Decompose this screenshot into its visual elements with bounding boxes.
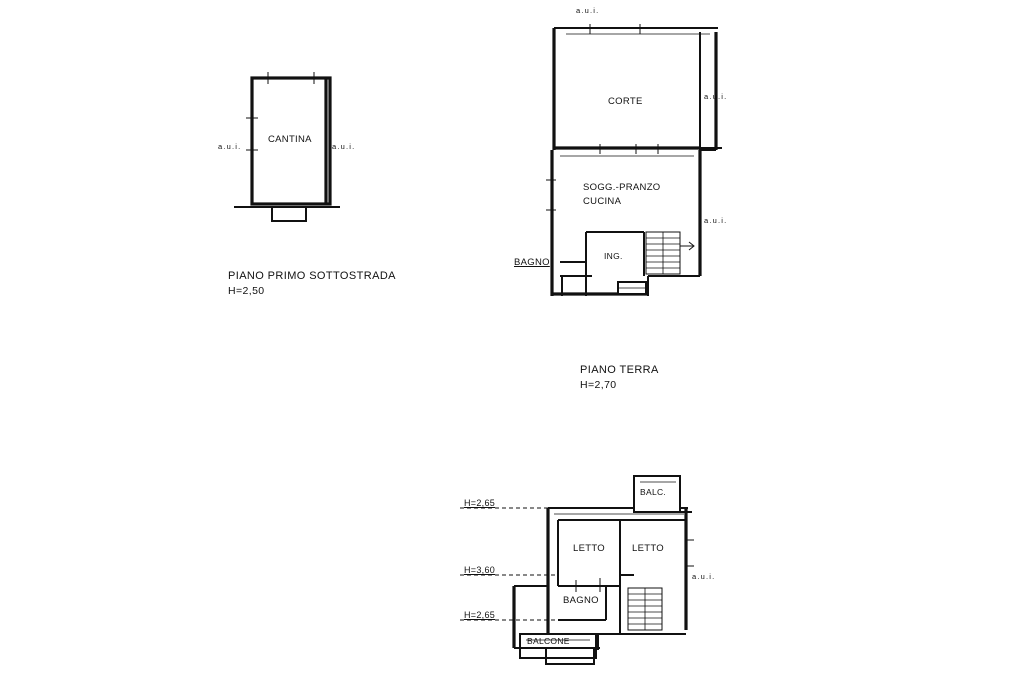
room-label-letto-2: LETTO bbox=[632, 543, 664, 554]
height-marker-2: H=3,60 bbox=[464, 565, 496, 575]
annotation-aui-ground-right-upper: a.u.i. bbox=[704, 92, 728, 101]
caption-text-basement: PIANO PRIMO SOTTOSTRADA bbox=[228, 270, 396, 282]
caption-text-ground: PIANO TERRA bbox=[580, 364, 659, 376]
annotation-aui-ground-top: a.u.i. bbox=[576, 6, 600, 15]
room-label-cucina: CUCINA bbox=[583, 196, 622, 207]
room-label-balcone: BALCONE bbox=[527, 636, 570, 646]
room-label-bagno-ground: BAGNO bbox=[514, 257, 550, 268]
caption-height-ground: H=2,70 bbox=[580, 379, 617, 391]
annotation-aui-cantina-right: a.u.i. bbox=[332, 142, 356, 151]
height-marker-1: H=2,65 bbox=[464, 498, 496, 508]
annotation-aui-cantina-left: a.u.i. bbox=[218, 142, 242, 151]
height-marker-3: H=2,65 bbox=[464, 610, 496, 620]
room-label-sogg-pranzo: SOGG.-PRANZO bbox=[583, 182, 661, 193]
room-label-cantina: CANTINA bbox=[268, 134, 312, 145]
room-label-ingresso: ING. bbox=[604, 251, 623, 261]
caption-height-basement: H=2,50 bbox=[228, 285, 265, 297]
room-label-corte: CORTE bbox=[608, 96, 643, 107]
annotation-aui-first-right: a.u.i. bbox=[692, 572, 716, 581]
room-label-bagno-first: BAGNO bbox=[563, 595, 599, 606]
room-label-letto-1: LETTO bbox=[573, 543, 605, 554]
room-label-balc: BALC. bbox=[640, 487, 667, 497]
annotation-aui-ground-right-lower: a.u.i. bbox=[704, 216, 728, 225]
